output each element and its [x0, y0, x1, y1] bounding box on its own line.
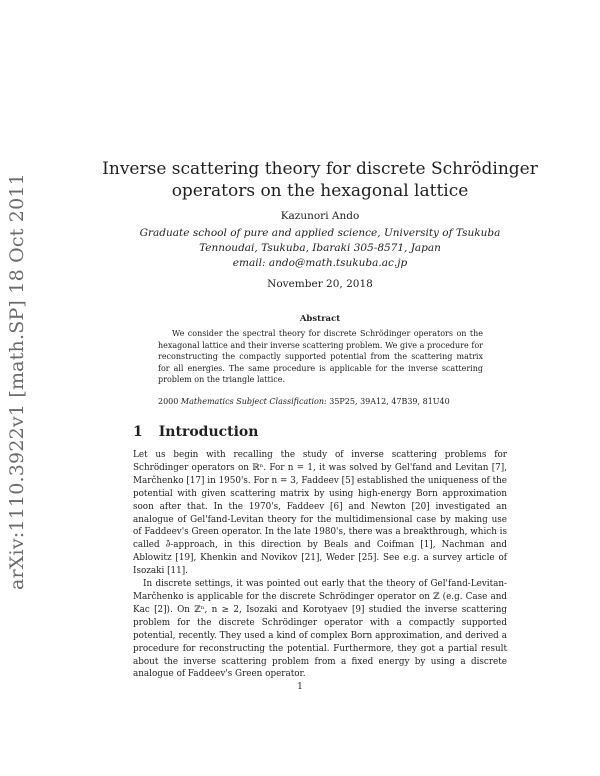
paragraph-2: In discrete settings, it was pointed out early that the theory of Gel'fand-Levitan-Marčhenko is applicable for the discrete Schrödinger operator on ℤ (e.g. Case and Kac [2]). On ℤⁿ, n ≥ 2, Isozaki and Korotyaev [9] studied the inverse scattering problem for the discrete Schrödinger operator with a compactly supported potential, recently. They used a kind of complex Born approximation, and derived a procedure for reconstructing the potential. Furthermore, they got a partial result about the inverse scattering problem from a fixed energy by using a discrete analogue of Faddeev's Green operator. [133, 579, 507, 680]
affiliation-email: email: ando@math.tsukuba.ac.jp [232, 257, 408, 269]
msc-codes: 35P25, 39A12, 47B39, 81U40 [329, 397, 450, 406]
title-line-1: Inverse scattering theory for discrete Schrödinger [102, 159, 538, 179]
section-number: 1 [133, 424, 143, 440]
paper-title [100, 158, 540, 202]
msc-year: 2000 [158, 397, 179, 406]
msc-label: Mathematics Subject Classification: [180, 397, 327, 406]
arxiv-stamp: arXiv:1110.3922v1 [math.SP] 18 Oct 2011 [6, 173, 28, 590]
author-name: Kazunori Ando [280, 210, 360, 222]
abstract-body: We consider the spectral theory for discrete Schrödinger operators on the hexagonal lattice and their inverse scattering problem. We give a procedure for reconstructing the compactly supported potential from the scattering matrix for all energies. The same procedure is applicable for the inverse scattering problem on the triangle lattice. [158, 329, 483, 385]
paragraph-1: Let us begin with recalling the study of inverse scattering problems for Schrödinger operators on ℝⁿ. For n = 1, it was solved by Gel'fand and Levitan [7], Marčhenko [17] in 1950's. For n = 3, Faddeev [5] established the uniqueness of the potential with given scattering matrix by using high-energy Born approximation soon after that. In the 1970's, Faddeev [6] and Newton [20] investigated an analogue of Gel'fand-Levitan theory for the multidimensional case by making use of Faddeev's Green operator. In the late 1980's, there was a breakthrough, which is called ∂̄-approach, in this direction by Beals and Coifman [1], Nachman and Ablowitz [19], Khenkin and Novikov [21], Weder [25]. See e.g. a survey article of Isozaki [11]. [133, 450, 507, 577]
page-number: 1 [297, 682, 303, 692]
title-line-2: operators on the hexagonal lattice [171, 181, 469, 201]
affiliation-line-2: Tennoudai, Tsukuba, Ibaraki 305-8571, Japan [199, 242, 441, 254]
affiliation-line-1: Graduate school of pure and applied science, University of Tsukuba [139, 227, 501, 239]
section-title: Introduction [158, 424, 259, 440]
paper-date: November 20, 2018 [267, 278, 373, 290]
abstract-heading: Abstract [299, 314, 341, 324]
affiliation [100, 226, 540, 271]
section-body [133, 449, 507, 681]
section-heading [133, 424, 258, 440]
msc-classification [158, 397, 483, 406]
